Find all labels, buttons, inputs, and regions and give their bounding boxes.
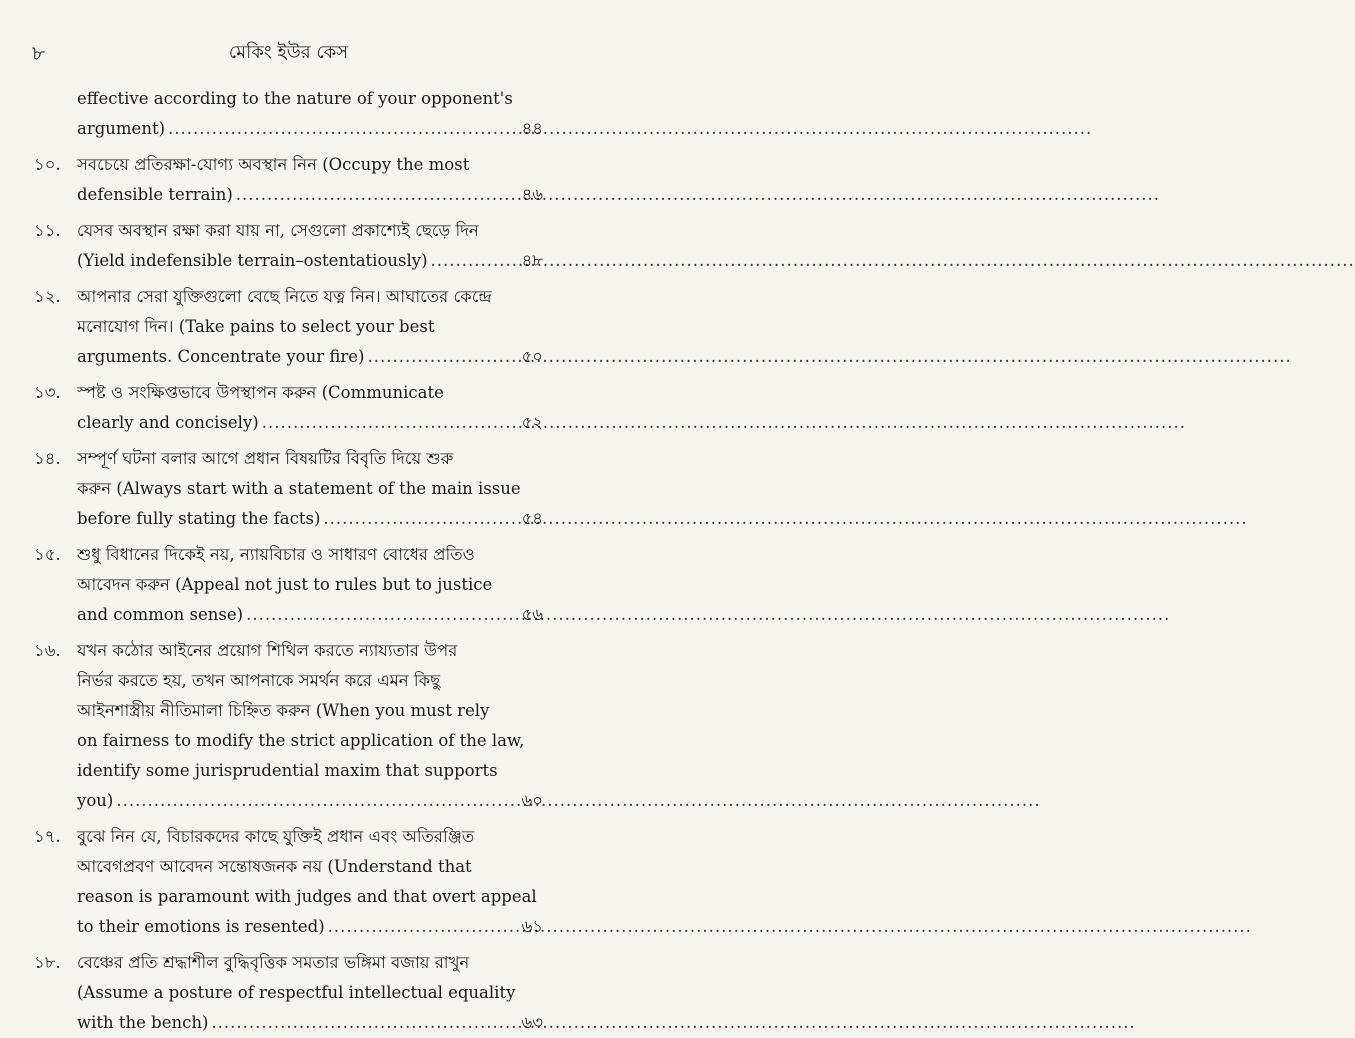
toc-entry-title [77, 948, 543, 1038]
toc-entry-leader [77, 1008, 543, 1038]
toc-entry-title [77, 282, 543, 372]
dot-leader [208, 1008, 521, 1038]
toc-entry-title-line: আবেগপ্রবণ আবেদন সন্তোষজনক নয় (Understand that [77, 857, 472, 876]
toc-entry-title [77, 150, 543, 210]
toc-entry-page: ৫২ [521, 413, 543, 432]
dot-leader [243, 600, 521, 630]
toc-entry [0, 216, 577, 276]
toc-entry-leader [77, 504, 543, 534]
toc-entry-title-line: মনোযোগ দিন। (Take pains to select your best [77, 317, 435, 336]
toc-entry-title [77, 540, 543, 630]
toc-entry-title-line: করুন (Always start with a statement of the main issue [77, 479, 521, 498]
page-header [0, 38, 577, 68]
toc-entry-number: ১১. [34, 221, 61, 240]
toc-entry [0, 378, 577, 438]
toc-entry-number: ১২. [34, 287, 61, 306]
toc-entry-number: ১৩. [34, 383, 61, 402]
dot-leader [320, 504, 521, 534]
toc-entry-number: ১৭. [34, 827, 61, 846]
dot-leader [325, 912, 522, 942]
dot-leader [113, 786, 521, 816]
toc-entry-leader [77, 786, 543, 816]
toc-entry-page: ৬১ [521, 917, 543, 936]
toc-entry-title-line: clearly and concisely) [77, 413, 259, 432]
toc-entry-title [77, 84, 543, 144]
toc-entry-title-line: নির্ভর করতে হয়, তখন আপনাকে সমর্থন করে এমন কিছু [77, 671, 441, 690]
toc-entry [0, 444, 577, 534]
toc-entry [0, 540, 577, 630]
toc-entry-title-line: argument) [77, 119, 166, 138]
toc-entry-page: ৫৪ [521, 509, 543, 528]
dot-leader [259, 408, 522, 438]
running-title: মেকিং ইউর কেস [228, 42, 349, 63]
toc-entry-title-line: আইনশাস্ত্রীয় নীতিমালা চিহ্নিত করুন (When you must rely [77, 701, 490, 720]
toc-entry-title-line: যখন কঠোর আইনের প্রয়োগ শিথিল করতে ন্যায্যতার উপর [77, 641, 458, 660]
toc-entry-number: ১৫. [34, 545, 61, 564]
page-number: ৮ [32, 41, 45, 65]
toc-entry-title-line: before fully stating the facts) [77, 509, 321, 528]
toc-entry-leader [77, 408, 543, 438]
dot-leader [165, 114, 522, 144]
toc-entry-leader [77, 180, 543, 210]
toc-entry [0, 636, 577, 816]
toc-entry-number: ১০. [34, 155, 61, 174]
toc-entry-title-line: স্পষ্ট ও সংক্ষিপ্তভাবে উপস্থাপন করুন (Communicate [77, 383, 444, 402]
toc-entry-title-line: বেঞ্চের প্রতি শ্রদ্ধাশীল বুদ্ধিবৃত্তিক সমতার ভঙ্গিমা বজায় রাখুন [77, 953, 470, 972]
toc-entry-number: ১৬. [34, 641, 61, 660]
toc-entry-title-line: defensible terrain) [77, 185, 233, 204]
toc-entry-number: ১৮. [34, 953, 61, 972]
toc-entry-title-line: arguments. Concentrate your fire) [77, 347, 365, 366]
toc-entry-page: ৫৬ [521, 605, 543, 624]
toc-entry [0, 282, 577, 372]
toc-entry-leader [77, 246, 543, 276]
toc-entry-page: ৪৪ [521, 119, 543, 138]
toc-entry-title [77, 636, 543, 816]
toc-entry-title-line: to their emotions is resented) [77, 917, 325, 936]
toc-entry-leader [77, 912, 543, 942]
toc-entry-page: ৪৬ [521, 185, 543, 204]
toc-entry-title [77, 216, 543, 276]
toc-entry [0, 84, 577, 144]
toc-entry-title-line: সম্পূর্ণ ঘটনা বলার আগে প্রধান বিষয়টির বিবৃতি দিয়ে শুরু [77, 449, 454, 468]
toc-entry-title-line: আবেদন করুন (Appeal not just to rules but to justice [77, 575, 493, 594]
toc-entry-number: ১৪. [34, 449, 61, 468]
toc-entry-title-line: identify some jurisprudential maxim that supports [77, 761, 498, 780]
toc-entry-title-line: সবচেয়ে প্রতিরক্ষা-যোগ্য অবস্থান নিন (Occupy the most [77, 155, 470, 174]
dot-leader [428, 246, 522, 276]
toc-entry-title-line: reason is paramount with judges and that overt appeal [77, 887, 537, 906]
toc-entry-title-line: and common sense) [77, 605, 244, 624]
toc-entry-title-line: with the bench) [77, 1013, 209, 1032]
toc-entry-title [77, 822, 543, 942]
toc-entry-leader [77, 600, 543, 630]
toc-entry-title-line: যেসব অবস্থান রক্ষা করা যায় না, সেগুলো প্রকাশ্যেই ছেড়ে দিন [77, 221, 479, 240]
toc-entry [0, 822, 577, 942]
toc-entry-title-line: you) [77, 791, 114, 810]
dot-leader [364, 342, 521, 372]
toc-entry [0, 948, 577, 1038]
toc-entry-title-line: on fairness to modify the strict application of the law, [77, 731, 525, 750]
toc-entry-title-line: আপনার সেরা যুক্তিগুলো বেছে নিতে যত্ন নিন। আঘাতের কেন্দ্রে [77, 287, 492, 306]
toc-entry-page: ৬৩ [521, 1013, 543, 1032]
toc-entry-leader [77, 114, 543, 144]
toc-entry-title-line: (Assume a posture of respectful intellectual equality [77, 983, 516, 1002]
toc-entry-title [77, 444, 543, 534]
toc-entry-title-line: (Yield indefensible terrain–ostentatiously) [77, 251, 428, 270]
toc-entry [0, 150, 577, 210]
toc-entry-page: ৬০ [521, 791, 543, 810]
dot-leader [233, 180, 522, 210]
toc-entry-page: ৫০ [521, 347, 543, 366]
toc-entry-title-line: effective according to the nature of your opponent's [77, 89, 513, 108]
toc-entry-title-line: বুঝে নিন যে, বিচারকদের কাছে যুক্তিই প্রধান এবং অতিরঞ্জিত [77, 827, 475, 846]
toc-entry-page: ৪৮ [521, 251, 543, 270]
toc-entry-title-line: শুধু বিধানের দিকেই নয়, ন্যায়বিচার ও সাধারণ বোধের প্রতিও [77, 545, 475, 564]
table-of-contents [0, 84, 577, 1038]
toc-entry-leader [77, 342, 543, 372]
toc-entry-title [77, 378, 543, 438]
